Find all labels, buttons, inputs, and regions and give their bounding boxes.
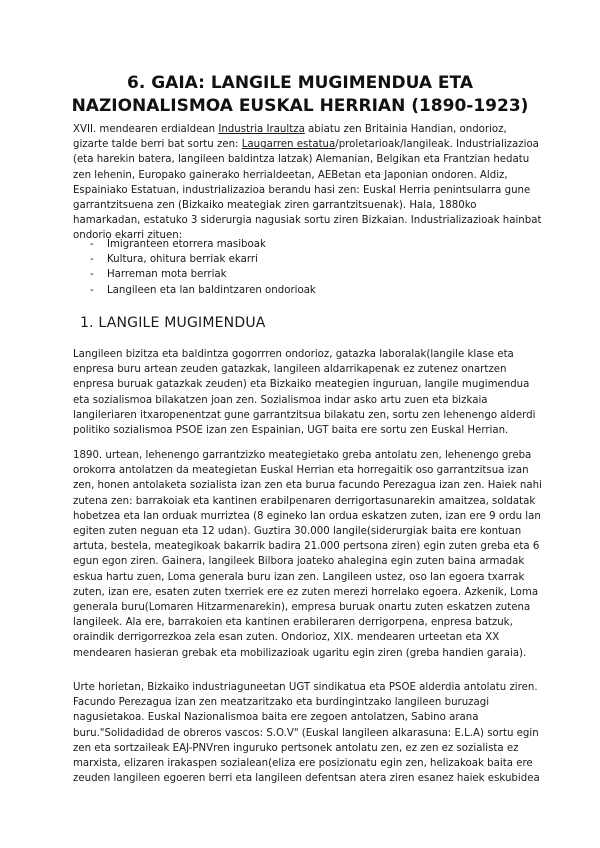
bullet-marker: -	[90, 254, 94, 266]
list-item	[90, 267, 316, 282]
list-item-text: Kultura, ohitura berriak ekarri	[107, 254, 258, 266]
fourth-estate-link[interactable]: Laugarren estatua	[241, 139, 336, 151]
list-item	[90, 252, 316, 267]
intro-text-1: XVII. mendearen erdialdean	[73, 124, 219, 135]
intro-text-2: abiatu zen Britainia Handian, ondorioz, gizarte talde berri bat sortu zen:	[73, 124, 507, 151]
section-heading: 1. LANGILE MUGIMENDUA	[80, 315, 266, 331]
intro-text-3: /proletarioak/langileak. Industrializazioa (eta harekin batera, langileen baldintza latzak) Alemanian, Belgikan eta Frantzian hedatu zen lehenin, Europako gainerako herrialdeetan, AEBetan eta Japonian ondoren. Aldiz, Espainiako Estatuan, industrializazioa berandu hasi zen: Euskal Herria penintsularra gune garrantzitsuena zen (Bizkaiko meategiak ziren garrantzitsuenak). Hala, 1880ko hamarkadan, estatuko 3 siderurgia nagusiak sortu ziren Bizkaian. Industrializazioak hainbat ondorio ekarri zituen:	[73, 139, 542, 242]
intro-paragraph	[73, 122, 543, 244]
document-title: 6. GAIA: LANGILE MUGIMENDUA ETA NAZIONALISMOA EUSKAL HERRIAN (1890-1923)	[71, 73, 529, 116]
body-paragraph: Langileen bizitza eta baldintza gogorrren ondorioz, gatazka laboralak(langile klase eta enpresa buru artean zeuden gatazkak, langileen aldarrikapenak ez zutenez onartzen enpresa buruak gatazkak zeuden) eta Bizkaiko meategien inguruan, langile mugimendua eta sozialismoa bilakatzen joan zen. Sozialismoa indar asko artu zuen eta bizkaia langileriaren itxaropenentzat gune garrantzitsua bilakatu zen, sortu zen lehenengo alderdi politiko sozialismoa PSOE izan zen Espainian, UGT baita ere sortu zen Euskal Herrian.	[73, 349, 536, 437]
list-item	[90, 237, 316, 252]
list-item-text: Harreman mota berriak	[107, 269, 227, 281]
bullet-marker: -	[90, 284, 94, 296]
bullet-marker: -	[90, 269, 94, 281]
body-paragraph: Urte horietan, Bizkaiko industriaguneetan UGT sindikatua eta PSOE alderdia antolatu ziren. Facundo Perezagua izan zen meatzaritzako eta burdingintzako langileen buruzagi nagusietakoa. Euskal Nazionalismoa baita ere zegoen antolatzen, Sabino arana buru."Solidadidad de obreros vascos: S.O.V" (Euskal langileen alkarasuna: E.L.A) sortu egin zen eta sortzaileak EAJ-PNVren inguruko pertsonek antolatu zen, ez zen ez sozialista ez marxista, elizaren irakaspen sozialean(eliza ere posizionatu egin zen, helizakoak baita ere zeuden langileen egoeren berri eta langileen defentsan atera ziren esanez haiek eskubidea	[73, 682, 540, 785]
industrial-revolution-link[interactable]: Industria Iraultza	[218, 124, 305, 135]
body-paragraph: 1890. urtean, lehenengo garrantzizko meategietako greba antolatu zen, lehenengo greba orokorra antolatzen da meategietan Euskal Herrian eta horregaitik oso garrantzitsua izan zen, honen antolaketa sozialista izan zen eta burua facundo Perezagua izan zen. Haiek nahi zutena zen: barrakoiak eta kantinen erabilpenaren derrigortasunarekin amaitzea, soldatak hobetzea eta lan orduak murriztea (8 egineko lan ordua eskatzen zuten, izan ere 9 ordu lan egiten zuten neguan eta 12 udan). Guztira 30.000 langile(siderurgiak baita ere kontuan artuta, bestela, meategikoak bakarrik badira 21.000 pertsona ziren) egin zuten greba eta 6 egun egon ziren. Gainera, langileek Bilbora joateko ahalegina egin zuten baina armadak eskua hartu zuen, Loma generala buru izan zen. Langileen ustez, oso lan egoera txarrak zuten, izan ere, esaten zuten txerriek ere ez zuten merezi horrelako egoera. Azkenik, Loma generala buru(Lomaren Hitzarmenarekin), empresa buruak onartu zuten eskatzen zutena langileek. Ala ere, barrakoien eta kantinen erabileraren derrigorpena, enpresa batzuk, oraindik derrigorrezkoa zela esan zuten. Ondorioz, XIX. mendearen urteetan eta XX mendearen hasieran grebak eta mobilizazioak ugaritu egin ziren (greba handien garaia).	[73, 450, 542, 659]
list-item-text: Langileen eta lan baldintzaren ondorioak	[107, 284, 316, 296]
consequences-list	[90, 237, 316, 298]
list-item-text: Imigranteen etorrera masiboak	[107, 239, 266, 250]
bullet-marker: -	[90, 239, 94, 250]
list-item	[90, 283, 316, 298]
